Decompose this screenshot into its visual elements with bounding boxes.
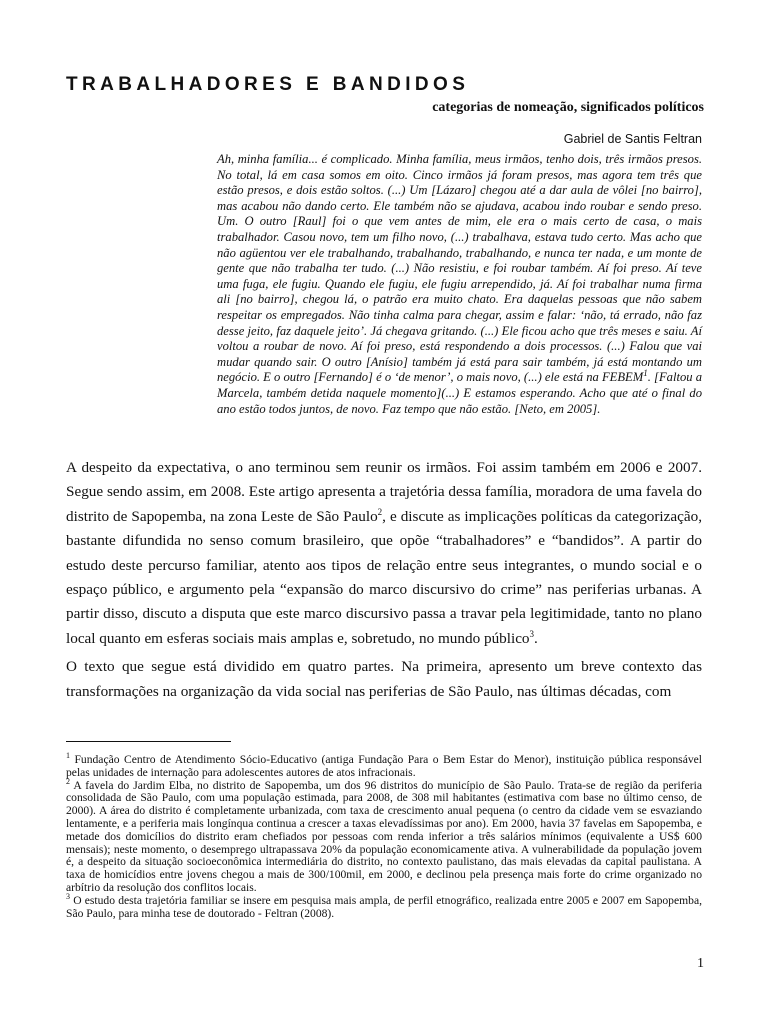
footnote-text: Fundação Centro de Atendimento Sócio-Educativo (antiga Fundação Para o Bem Estar do Menor), instituição pública responsável pelas unidades de internação para adolescentes autores de atos infracionais. <box>66 753 702 779</box>
page-number: 1 <box>697 956 704 971</box>
paper-title: TRABALHADORES E BANDIDOS <box>66 74 470 95</box>
footnote-1 <box>66 751 702 780</box>
body-text-span: A despeito da expectativa, o ano terminou sem reunir os irmãos. Foi assim também em 2006 e 2007. Segue sendo assim, em 2008. Este artigo apresenta a trajetória dessa família, moradora de uma favela do distrito de Sapopemba, na zona Leste de São Paulo <box>66 459 702 525</box>
footnote-ref-2[interactable]: 2 <box>377 506 383 517</box>
body-text-span: , e discute as implicações políticas da categorização, bastante difundida no senso comum brasileiro, que opõe “trabalhadores” e “bandidos”. A partir do estudo deste percurso familiar, atento aos tipos de relação entre seus integrantes, o mundo social e o espaço público, e argumento pela “expansão do marco discursivo do crime” nas periferias urbanas. A partir disso, discuto a disputa que este marco discursivo passa a travar pela legitimidade, tanto no plano local quanto em esferas sociais mais amplas e, sobretudo, no mundo público <box>66 507 702 647</box>
epigraph-text-end: . [Faltou a Marcela, também detida naquele momento](...) E estamos esperando. Acho que até o final do ano estão todos juntos, de novo. Faz tempo que não estão. [Neto, em 2005]. <box>217 370 703 416</box>
paper-subtitle: categorias de nomeação, significados políticos <box>432 100 704 115</box>
footnote-separator <box>66 741 231 742</box>
body-paragraph-2: O texto que segue está dividido em quatro partes. Na primeira, apresento um breve contexto das transformações na organização da vida social nas periferias de São Paulo, nas últimas décadas, com <box>66 658 702 700</box>
footnote-text: O estudo desta trajetória familiar se insere em pesquisa mais ampla, de perfil etnográfico, realizada entre 2005 e 2007 em Sapopemba, São Paulo, para minha tese de doutorado - Feltran (2008). <box>66 893 702 920</box>
footnote-number: 1 <box>66 751 70 761</box>
body-text <box>66 456 702 708</box>
epigraph-text: Ah, minha família... é complicado. Minha família, meus irmãos, tenho dois, três irmãos presos. No total, lá em casa somos em oito. Cinco irmãos já foram presos, mas agora tem três que estão presos, e dois estão soltos. (...) Um [Lázaro] chegou até a dar aula de vôlei [no bairro], mas acabou não dando certo. Ele também não se ajudava, acabou indo roubar e sendo preso. Um. O outro [Raul] foi o que vem antes de mim, ele era o mais certo de casa, o mais trabalhador. Casou novo, tem um filho novo, (...) trabalhava, estava tudo certo. Mas acho que não agüentou ver ele trabalhando, trabalhando, trabalhando, e nunca ter nada, e um monte de gente que não trabalha ter tudo. (...) Não resistiu, e foi roubar também. Aí foi preso. Aí teve uma fuga, ele fugiu. Quando ele fugiu, ele fugiu arrependido, já. Aí foi trabalhar numa firma ali [no bairro], chegou lá, o patrão era muito chato. Era daquelas pessoas que não sabem respeitar os empregados. Não tinha calma para chegar, assim e falar: ‘não, tá errado, não faz desse jeito, faz daquele jeito’. Já chegava gritando. (...) Ele ficou acho que três meses e saiu. Aí voltou a roubar de novo. Aí foi preso, está respondendo a dois processos. (...) Falou que vai mudar quando sair. O outro [Anísio] também já está para sair também, já está montando um negócio. E o outro [Fernando] é o ‘de menor’, o mais novo, (...) ele está na FEBEM <box>217 152 702 385</box>
footnote-text: A favela do Jardim Elba, no distrito de Sapopemba, um dos 96 distritos do município de São Paulo. Trata-se de região da periferia consolidada de São Paulo, com uma população estimada, para 2008, de 308 mil habitantes (estimativa com base no último censo, de 2000). A área do distrito é completamente urbanizada, com taxa de crescimento anual pequena (o centro da cidade vem se esvaziando lentamente, e a periferia mais longínqua continua a crescer a taxas elevadíssimas por ano). Em 2000, havia 37 favelas em Sapopemba, e metade dos domicílios do distrito eram chefiados por pessoas com renda inferior a três salários mínimos (equivalente a US$ 600 mensais); neste momento, o desemprego ultrapassava 20% da população economicamente ativa. A vulnerabilidade da população jovem é, a despeito da situação socioeconômica intermediária do distrito, no contexto paulistano, das mais elevadas da capital paulistana. A taxa de homicídios entre jovens chegou a mais de 300/100mil, em 2000, e declinou pela presença mais forte do crime organizado no arbítrio da resolução dos conflitos locais. <box>66 778 702 894</box>
footnote-2 <box>66 776 702 895</box>
footnote-number: 2 <box>66 776 70 786</box>
author-name: Gabriel de Santis Feltran <box>563 132 702 146</box>
footnote-ref-3[interactable]: 3 <box>529 628 535 639</box>
footnote-number: 3 <box>66 891 70 901</box>
footnotes <box>66 751 702 920</box>
body-paragraph-1 <box>66 456 702 651</box>
footnote-ref-1[interactable]: 1 <box>643 368 648 379</box>
epigraph-quote <box>217 152 702 417</box>
body-text-span: . <box>534 629 538 647</box>
footnote-3 <box>66 891 702 921</box>
